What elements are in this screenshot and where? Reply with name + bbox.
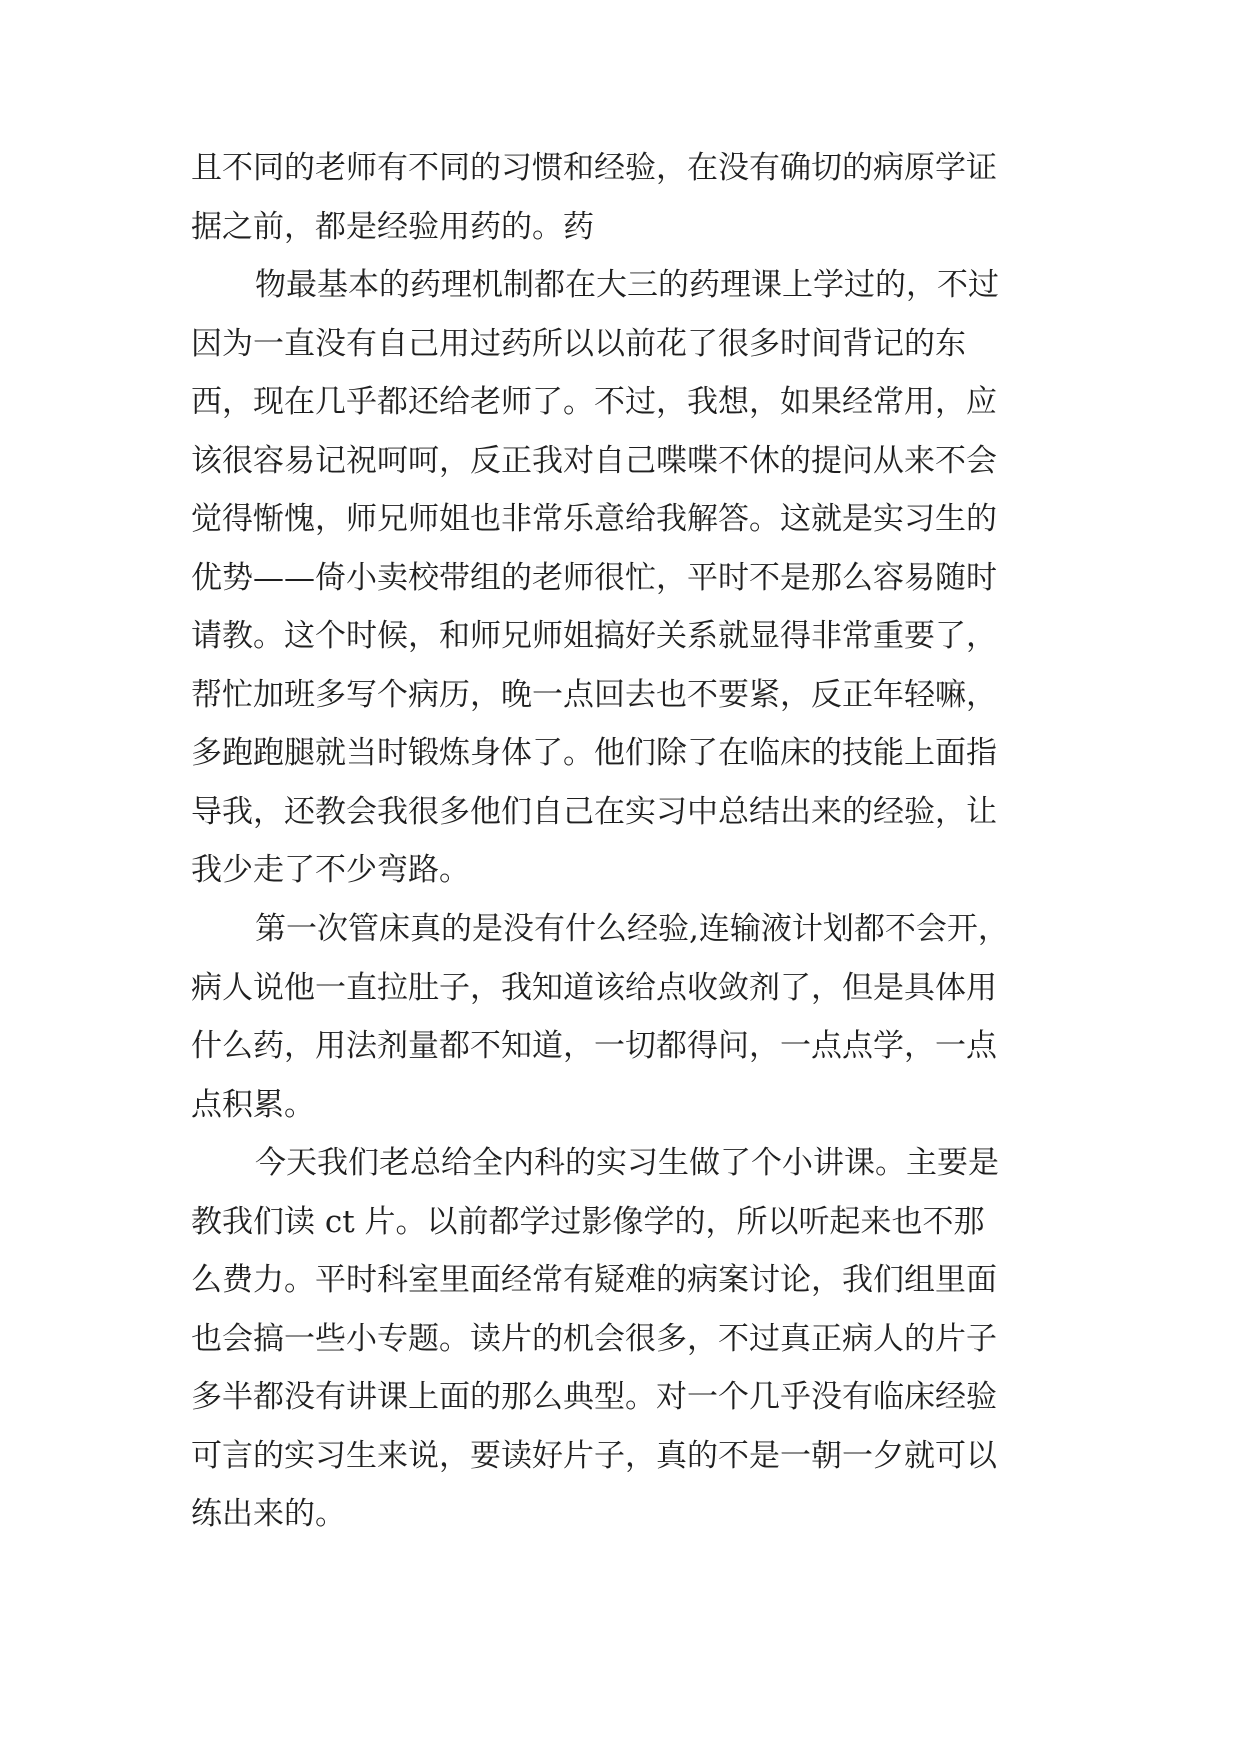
text-line: 据之前，都是经验用药的。药 [191,208,594,245]
text-line: 我少走了不少弯路。 [191,852,470,888]
text-line: 该很容易记祝呵呵，反正我对自己喋喋不休的提问从来不会 [191,442,997,479]
text-line: 么费力。平时科室里面经常有疑难的病案讨论，我们组里面 [191,1262,997,1298]
text-line: 也会搞一些小专题。读片的机会很多，不过真正病人的片子 [191,1320,997,1357]
text-line: 帮忙加班多写个病历，晚一点回去也不要紧，反正年轻嘛， [191,676,997,713]
text-line: 觉得惭愧，师兄师姐也非常乐意给我解答。这就是实习生的 [191,501,997,537]
paragraph-2 [191,256,1071,900]
text-line: 今天我们老总给全内科的实习生做了个小讲课。主要是 [255,1145,999,1181]
text-line: 优势——倚小卖校带组的老师很忙，平时不是那么容易随时 [191,559,997,596]
paragraph-3 [191,900,1071,1134]
text-line: 什么药，用法剂量都不知道，一切都得问，一点点学，一点 [191,1028,997,1064]
text-line: 多半都没有讲课上面的那么典型。对一个几乎没有临床经验 [191,1379,997,1415]
text-line: 第一次管床真的是没有什么经验,连输液计划都不会开， [255,911,1009,947]
text-line: 请教。这个时候，和师兄师姐搞好关系就显得非常重要了， [191,618,997,654]
text-line: 教我们读 ct 片。以前都学过影像学的，所以听起来也不那 [191,1203,985,1240]
text-line: 练出来的。 [191,1496,346,1532]
text-line: 西，现在几乎都还给老师了。不过，我想，如果经常用，应 [191,384,997,420]
text-line: 导我，还教会我很多他们自己在实习中总结出来的经验，让 [191,793,997,830]
text-line: 因为一直没有自己用过药所以以前花了很多时间背记的东 [191,325,966,362]
text-line: 物最基本的药理机制都在大三的药理课上学过的，不过 [255,267,999,303]
text-line: 点积累。 [191,1086,315,1123]
text-line: 病人说他一直拉肚子，我知道该给点收敛剂了，但是具体用 [191,969,997,1006]
paragraph-4 [191,1134,1071,1544]
text-line: 且不同的老师有不同的习惯和经验，在没有确切的病原学证 [191,150,997,186]
text-line: 多跑跑腿就当时锻炼身体了。他们除了在临床的技能上面指 [191,735,997,771]
text-line: 可言的实习生来说，要读好片子，真的不是一朝一夕就可以 [191,1437,997,1474]
paragraph-1 [191,139,1071,256]
